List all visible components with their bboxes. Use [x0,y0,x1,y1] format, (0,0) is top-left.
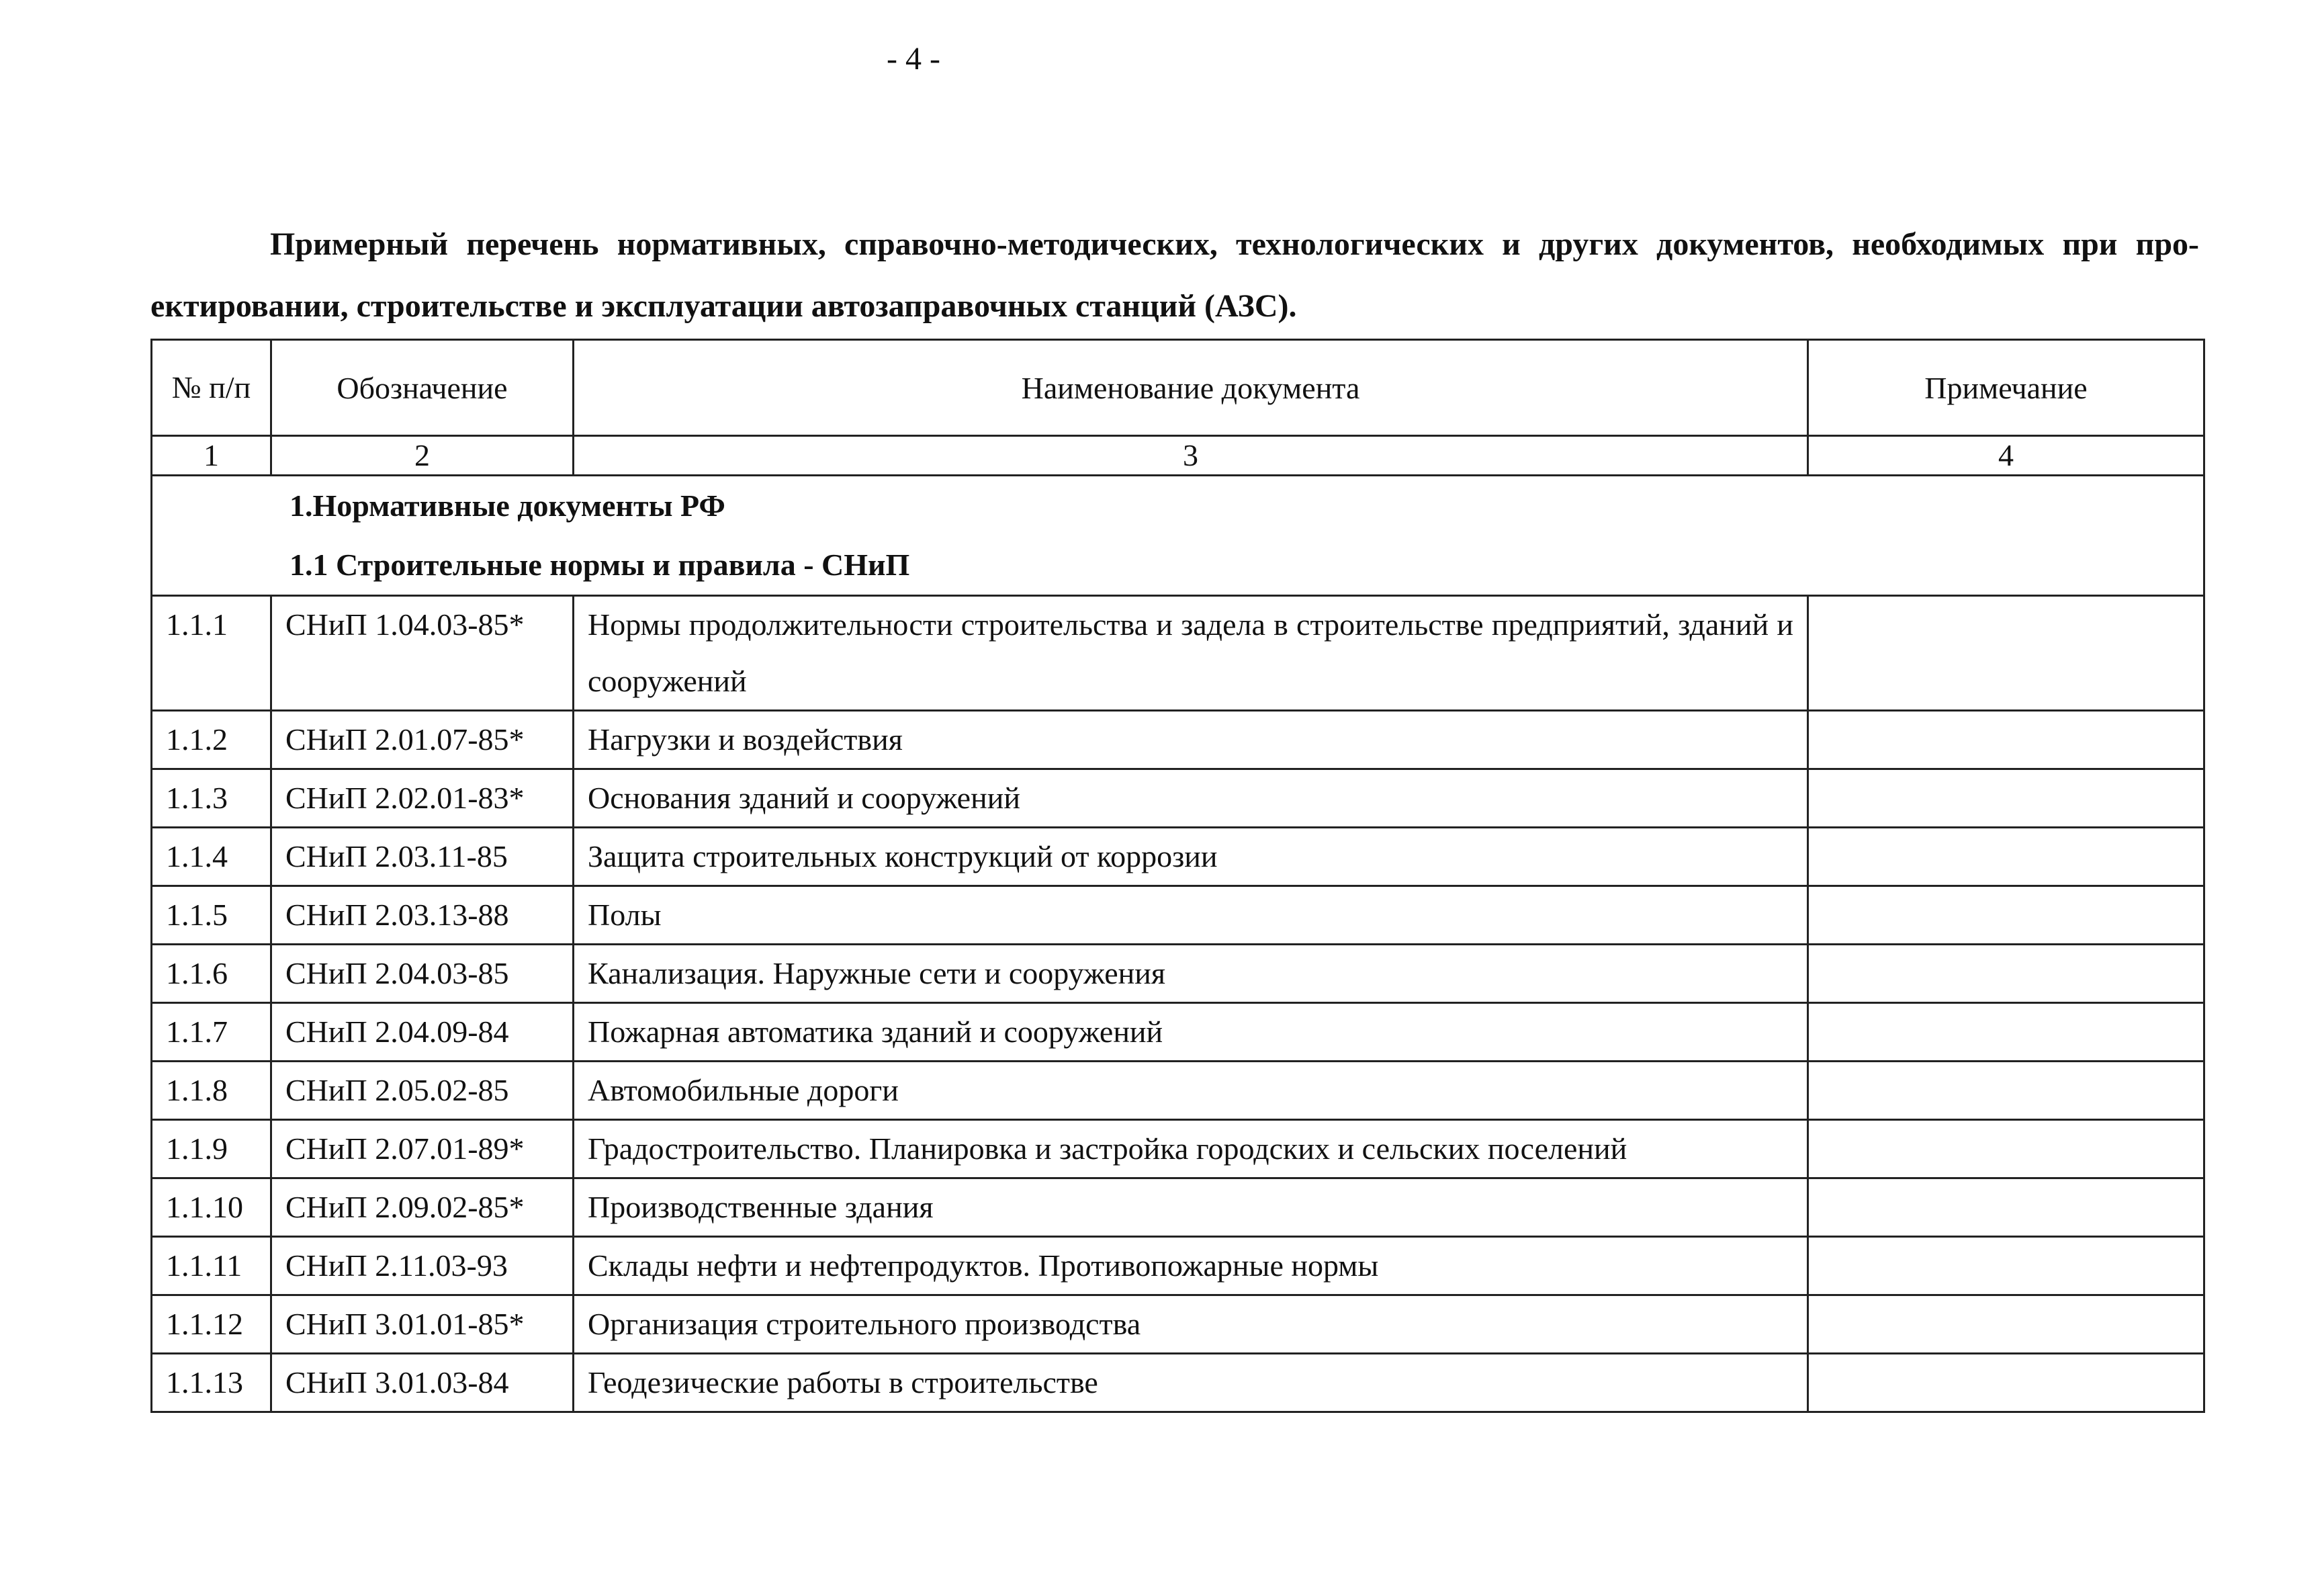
row-note [1808,886,2204,945]
column-number-1: 1 [152,436,271,476]
row-number: 1.1.11 [152,1237,271,1295]
header-num: № п/п [152,340,271,436]
row-designation: СНиП 2.03.11-85 [271,828,574,886]
row-designation: СНиП 2.04.09-84 [271,1003,574,1062]
row-number: 1.1.13 [152,1354,271,1412]
table-row [152,1354,2204,1412]
row-designation: СНиП 2.04.03-85 [271,945,574,1003]
row-number: 1.1.2 [152,711,271,769]
row-note [1808,1295,2204,1354]
table-row [152,1178,2204,1237]
table-row [152,1120,2204,1178]
table-row [152,828,2204,886]
section-row [152,476,2204,596]
row-designation: СНиП 2.03.13-88 [271,886,574,945]
row-number: 1.1.5 [152,886,271,945]
table-row [152,1295,2204,1354]
row-number: 1.1.6 [152,945,271,1003]
row-note [1808,769,2204,828]
row-note [1808,945,2204,1003]
row-document-name: Основания зданий и сооружений [574,769,1808,828]
header-designation: Обозначение [271,340,574,436]
section-subheading: 1.1 Строительные нормы и правила - СНиП [289,548,910,582]
row-document-name: Градостроительство. Планировка и застройка городских и сельских поселений [574,1120,1808,1178]
row-designation: СНиП 2.11.03-93 [271,1237,574,1295]
row-designation: СНиП 2.02.01-83* [271,769,574,828]
table-row [152,1237,2204,1295]
table-row [152,945,2204,1003]
row-document-name: Автомобильные дороги [574,1062,1808,1120]
row-document-name: Полы [574,886,1808,945]
row-number: 1.1.7 [152,1003,271,1062]
row-document-name: Пожарная автоматика зданий и сооружений [574,1003,1808,1062]
section-heading: 1.Нормативные документы РФ [289,488,725,523]
header-note: Примечание [1808,340,2204,436]
table-row [152,1003,2204,1062]
row-note [1808,1354,2204,1412]
row-document-name: Защита строительных конструкций от коррозии [574,828,1808,886]
row-designation: СНиП 2.09.02-85* [271,1178,574,1237]
row-document-name: Нормы продолжительности строительства и задела в строительстве предприятий, зданий и сооружений [574,596,1808,711]
row-document-name: Геодезические работы в строительстве [574,1354,1808,1412]
row-number: 1.1.4 [152,828,271,886]
row-note [1808,1237,2204,1295]
row-note [1808,828,2204,886]
row-document-name: Организация строительного производства [574,1295,1808,1354]
row-designation: СНиП 2.05.02-85 [271,1062,574,1120]
document-title [150,214,2199,337]
table-row [152,1062,2204,1120]
row-note [1808,596,2204,711]
table-row [152,769,2204,828]
row-note [1808,1120,2204,1178]
table-row [152,596,2204,711]
row-designation: СНиП 3.01.01-85* [271,1295,574,1354]
row-number: 1.1.3 [152,769,271,828]
row-number: 1.1.8 [152,1062,271,1120]
column-number-4: 4 [1808,436,2204,476]
row-designation: СНиП 2.07.01-89* [271,1120,574,1178]
column-number-3: 3 [574,436,1808,476]
row-note [1808,1178,2204,1237]
row-designation: СНиП 2.01.07-85* [271,711,574,769]
documents-table [150,339,2205,1413]
column-number-row [152,436,2204,476]
row-designation: СНиП 1.04.03-85* [271,596,574,711]
table-body [152,340,2204,1412]
table-header-row [152,340,2204,436]
row-number: 1.1.10 [152,1178,271,1237]
row-document-name: Канализация. Наружные сети и сооружения [574,945,1808,1003]
table-row [152,886,2204,945]
row-designation: СНиП 3.01.03-84 [271,1354,574,1412]
row-number: 1.1.9 [152,1120,271,1178]
column-number-2: 2 [271,436,574,476]
document-title-text: Примерный перечень нормативных, справочно-методических, технологических и других документов, необходимых при про-ектировании, строительстве и эксплуатации автозаправочных станций (АЗС). [150,226,2199,324]
row-document-name: Производственные здания [574,1178,1808,1237]
row-number: 1.1.1 [152,596,271,711]
section-cell [152,476,2204,596]
row-note [1808,1003,2204,1062]
table-row [152,711,2204,769]
page-number: - 4 - [887,41,940,77]
row-document-name: Склады нефти и нефтепродуктов. Противопожарные нормы [574,1237,1808,1295]
row-note [1808,711,2204,769]
row-note [1808,1062,2204,1120]
header-name: Наименование документа [574,340,1808,436]
row-number: 1.1.12 [152,1295,271,1354]
row-document-name: Нагрузки и воздействия [574,711,1808,769]
